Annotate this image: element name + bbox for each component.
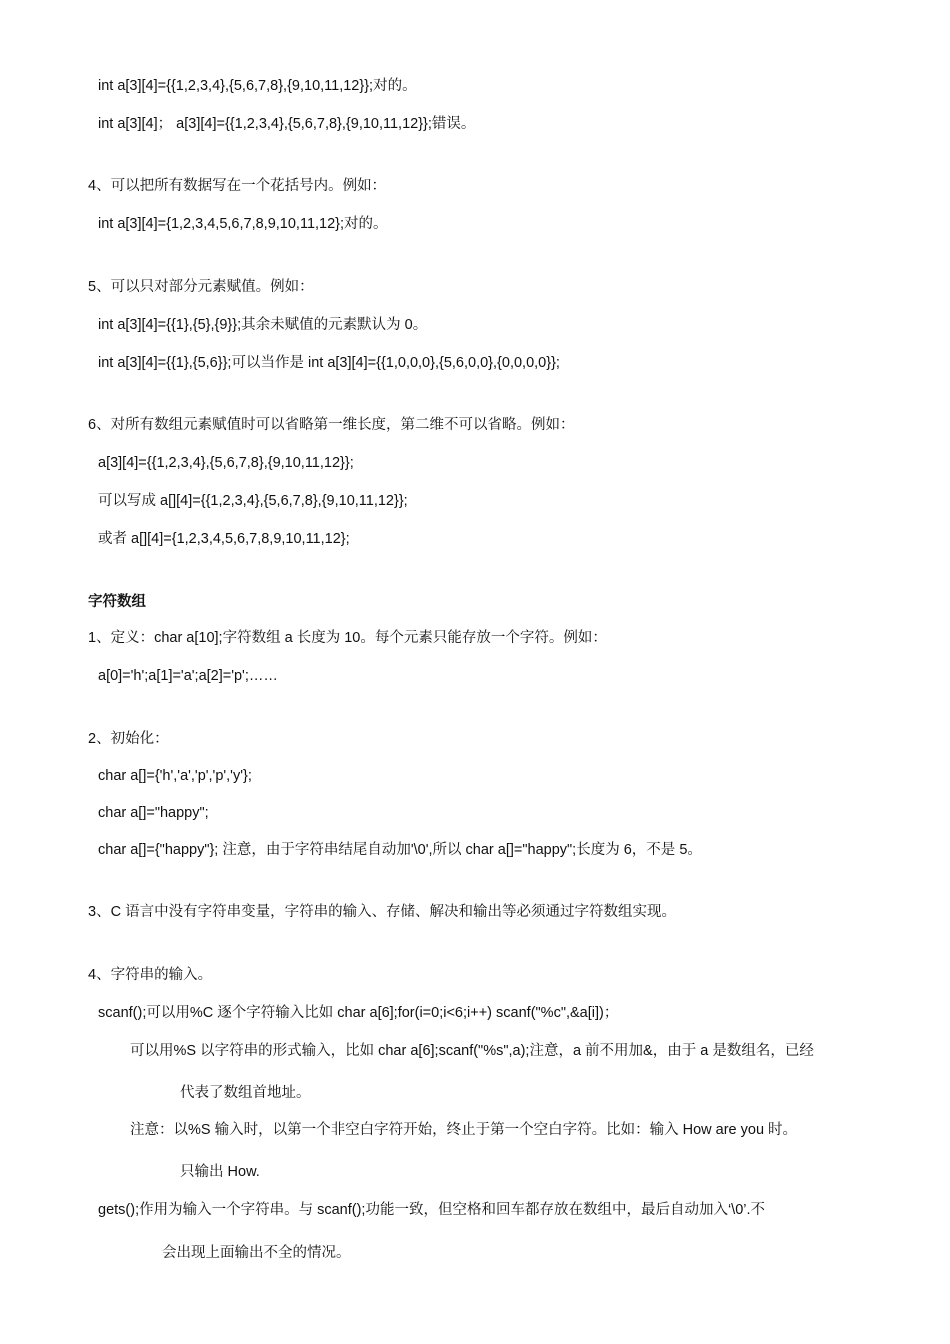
text-line: char a[]={'h','a','p','p','y'}; <box>98 768 252 784</box>
text-line: a[0]='h';a[1]='a';a[2]='p';…… <box>98 668 278 684</box>
list-item-heading: 5、可以只对部分元素赋值。例如： <box>88 279 314 295</box>
text-line: int a[3][4]={{1},{5},{9}};其余未赋值的元素默认为 0。 <box>98 317 428 333</box>
list-item-heading: 4、可以把所有数据写在一个花括号内。例如： <box>88 178 387 194</box>
text-line: scanf();可以用%C 逐个字符输入比如 char a[6];for(i=0;i<6;i++) scanf("%c",&a[i])； <box>98 1005 619 1021</box>
text-line: int a[3][4]={{1},{5,6}};可以当作是 int a[3][4]={{1,0,0,0},{5,6,0,0},{0,0,0,0}}; <box>98 355 560 371</box>
text-line: char a[]={"happy"}; 注意，由于字符串结尾自动加'\0',所以 char a[]="happy";长度为 6，不是 5。 <box>98 842 702 858</box>
section-heading: 字符数组 <box>88 594 146 610</box>
text-line: 或者 a[][4]={1,2,3,4,5,6,7,8,9,10,11,12}; <box>98 531 350 547</box>
list-item-heading: 1、定义：char a[10];字符数组 a 长度为 10。每个元素只能存放一个字符。例如： <box>88 630 607 646</box>
list-item-heading: 4、字符串的输入。 <box>88 967 213 983</box>
text-line: int a[3][4]={{1,2,3,4},{5,6,7,8},{9,10,11,12}};对的。 <box>98 78 417 94</box>
text-line: 注意：以%S 输入时，以第一个非空白字符开始，终止于第一个空白字符。比如：输入 How are you 时。 <box>130 1122 798 1138</box>
text-line: 代表了数组首地址。 <box>180 1085 311 1101</box>
list-item-heading: 2、初始化： <box>88 731 169 747</box>
text-line: 会出现上面输出不全的情况。 <box>162 1245 351 1261</box>
text-line: int a[3][4]={1,2,3,4,5,6,7,8,9,10,11,12};对的。 <box>98 216 388 232</box>
text-line: gets();作用为输入一个字符串。与 scanf();功能一致，但空格和回车都存放在数组中，最后自动加入‘\0’.不 <box>98 1202 766 1218</box>
list-item-heading: 6、对所有数组元素赋值时可以省略第一维长度，第二维不可以省略。例如： <box>88 417 575 433</box>
text-line: int a[3][4]； a[3][4]={{1,2,3,4},{5,6,7,8},{9,10,11,12}};错误。 <box>98 116 476 132</box>
text-line: 可以写成 a[][4]={{1,2,3,4},{5,6,7,8},{9,10,11,12}}; <box>98 493 408 509</box>
text-line: char a[]="happy"; <box>98 805 209 821</box>
text-line: a[3][4]={{1,2,3,4},{5,6,7,8},{9,10,11,12}}; <box>98 455 354 471</box>
list-item-heading: 3、C 语言中没有字符串变量，字符串的输入、存储、解决和输出等必须通过字符数组实现。 <box>88 904 677 920</box>
text-line: 可以用%S 以字符串的形式输入，比如 char a[6];scanf("%s",a);注意，a 前不用加&，由于 a 是数组名，已经 <box>130 1043 814 1059</box>
text-line: 只输出 How. <box>180 1164 260 1180</box>
